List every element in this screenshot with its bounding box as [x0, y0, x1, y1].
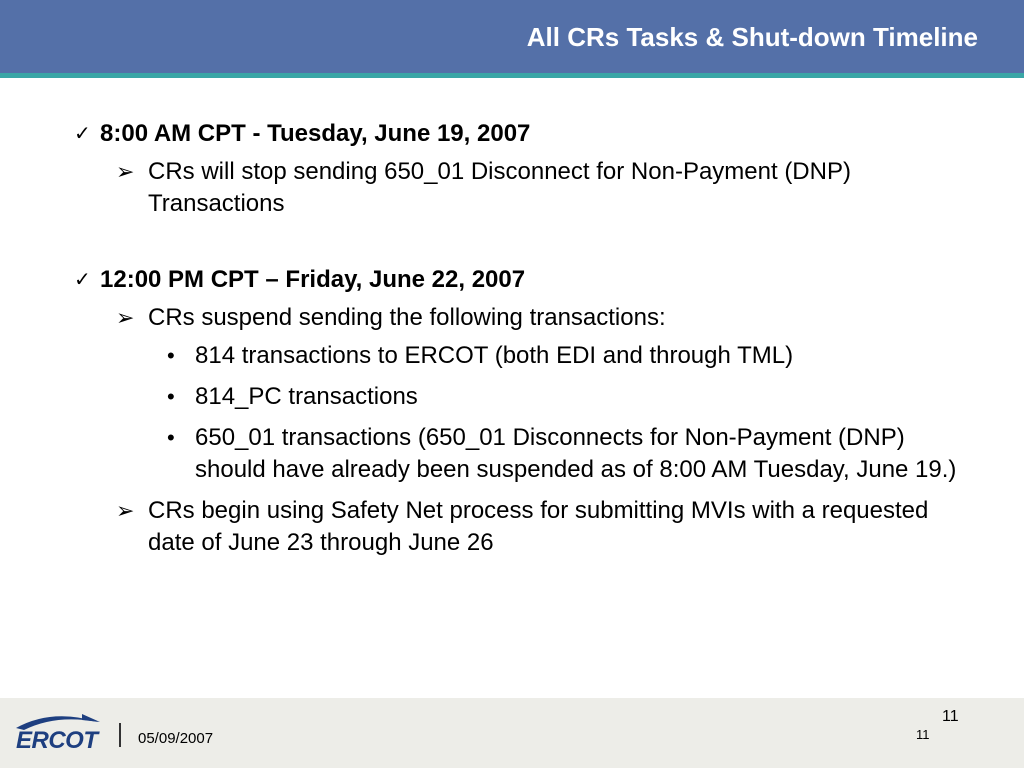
- checkmark-icon: ✓: [74, 123, 91, 145]
- list-item-text: CRs begin using Safety Net process for submitting MVIs with a requested date of June 23 through June 26: [148, 497, 929, 556]
- sub-list-item-text: 814 transactions to ERCOT (both EDI and through TML): [195, 342, 794, 369]
- list-item: [0, 302, 948, 334]
- timeline-heading: [0, 118, 1024, 150]
- timeline-heading: [0, 264, 1024, 296]
- arrow-bullet-icon: ➢: [116, 305, 135, 330]
- bullet-icon: •: [167, 425, 175, 450]
- list-item-text: CRs suspend sending the following transactions:: [148, 304, 666, 331]
- sub-list-item: [0, 381, 965, 413]
- arrow-bullet-icon: ➢: [116, 498, 135, 523]
- sub-list-item-text: 814_PC transactions: [195, 383, 418, 410]
- page-number-secondary: 11: [916, 727, 930, 742]
- slide-header: [0, 0, 1024, 78]
- logo-text: ERCOT: [16, 727, 98, 754]
- bullet-icon: •: [167, 384, 175, 409]
- page-number: 11: [942, 708, 959, 725]
- slide-footer: [0, 698, 1024, 768]
- sub-list-item-text: 650_01 transactions (650_01 Disconnects for Non-Payment (DNP) should have already been suspended as of 8:00 AM Tuesday, June 19.): [195, 424, 957, 483]
- sub-list-item: [0, 422, 965, 486]
- bullet-icon: •: [167, 343, 175, 368]
- list-item-text: CRs will stop sending 650_01 Disconnect for Non-Payment (DNP) Transactions: [148, 158, 851, 217]
- timeline-heading-text: 8:00 AM CPT - Tuesday, June 19, 2007: [100, 120, 531, 147]
- list-item: [0, 495, 948, 559]
- checkmark-icon: ✓: [74, 269, 91, 291]
- footer-divider: [119, 723, 121, 747]
- slide-title: All CRs Tasks & Shut-down Timeline: [526, 22, 978, 52]
- ercot-logo: [12, 708, 102, 752]
- list-item: [0, 156, 948, 220]
- slide-body: [0, 118, 1024, 565]
- sub-list-item: [0, 340, 965, 372]
- timeline-heading-text: 12:00 PM CPT – Friday, June 22, 2007: [100, 266, 526, 293]
- footer-date: 05/09/2007: [138, 730, 214, 747]
- arrow-bullet-icon: ➢: [116, 159, 135, 184]
